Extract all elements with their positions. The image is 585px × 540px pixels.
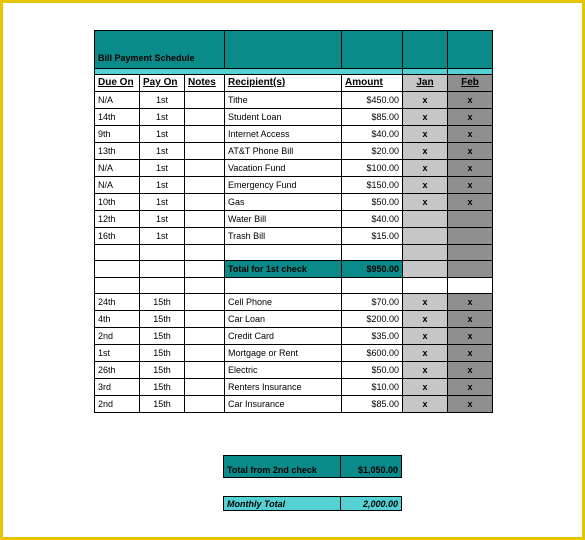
table-row xyxy=(95,92,493,109)
due-on-cell: 3rd xyxy=(95,379,140,396)
feb-cell: x xyxy=(448,177,493,194)
recipient-cell: Emergency Fund xyxy=(225,177,342,194)
total-first-label: Total for 1st check xyxy=(225,261,342,278)
recipient-cell: Water Bill xyxy=(225,211,342,228)
jan-cell: x xyxy=(403,294,448,311)
pay-on-cell: 1st xyxy=(140,126,185,143)
pay-on-cell: 1st xyxy=(140,211,185,228)
table-row xyxy=(95,177,493,194)
recipient-cell: Trash Bill xyxy=(225,228,342,245)
blank-cell xyxy=(225,245,342,261)
due-on-cell: N/A xyxy=(95,92,140,109)
jan-cell xyxy=(403,261,448,278)
feb-cell: x xyxy=(448,379,493,396)
due-on-cell: 4th xyxy=(95,311,140,328)
due-on-cell: 12th xyxy=(95,211,140,228)
feb-cell xyxy=(448,278,493,294)
blank-cell xyxy=(140,278,185,294)
due-on-cell: 16th xyxy=(95,228,140,245)
pay-on-cell: 1st xyxy=(140,109,185,126)
table-row xyxy=(95,396,493,413)
feb-cell: x xyxy=(448,126,493,143)
jan-cell: x xyxy=(403,126,448,143)
table-row xyxy=(95,211,493,228)
notes-cell xyxy=(185,311,225,328)
amount-cell: $15.00 xyxy=(342,228,403,245)
table-row xyxy=(95,160,493,177)
title-cell xyxy=(342,31,403,69)
header-feb: Feb xyxy=(448,75,493,92)
recipient-cell: Gas xyxy=(225,194,342,211)
feb-cell: x xyxy=(448,345,493,362)
blank-cell xyxy=(185,278,225,294)
pay-on-cell: 1st xyxy=(140,228,185,245)
table-row xyxy=(95,311,493,328)
blank-row xyxy=(95,278,493,294)
feb-cell: x xyxy=(448,143,493,160)
notes-cell xyxy=(185,294,225,311)
blank-cell xyxy=(342,278,403,294)
recipient-cell: Vacation Fund xyxy=(225,160,342,177)
total-second-box xyxy=(223,455,402,478)
jan-cell: x xyxy=(403,143,448,160)
recipient-cell: Credit Card xyxy=(225,328,342,345)
table-row xyxy=(95,379,493,396)
title-cell xyxy=(403,31,448,69)
feb-cell: x xyxy=(448,362,493,379)
title-cell xyxy=(225,31,342,69)
jan-cell xyxy=(403,228,448,245)
due-on-cell: 24th xyxy=(95,294,140,311)
table-row xyxy=(95,328,493,345)
pay-on-cell: 15th xyxy=(140,379,185,396)
amount-cell: $600.00 xyxy=(342,345,403,362)
title-cell xyxy=(448,31,493,69)
feb-cell xyxy=(448,228,493,245)
amount-cell: $40.00 xyxy=(342,126,403,143)
pay-on-cell: 15th xyxy=(140,311,185,328)
amount-cell: $50.00 xyxy=(342,194,403,211)
due-on-cell: 14th xyxy=(95,109,140,126)
due-on-cell: 2nd xyxy=(95,396,140,413)
pay-on-cell: 15th xyxy=(140,345,185,362)
amount-cell: $85.00 xyxy=(342,109,403,126)
blank-cell xyxy=(140,261,185,278)
feb-cell: x xyxy=(448,160,493,177)
sheet-title: Bill Payment Schedule xyxy=(95,31,225,69)
title-row xyxy=(95,31,493,69)
notes-cell xyxy=(185,379,225,396)
header-amount: Amount xyxy=(342,75,403,92)
blank-cell xyxy=(342,245,403,261)
jan-cell: x xyxy=(403,311,448,328)
notes-cell xyxy=(185,396,225,413)
jan-cell xyxy=(403,278,448,294)
due-on-cell: 13th xyxy=(95,143,140,160)
pay-on-cell: 15th xyxy=(140,396,185,413)
blank-row xyxy=(95,245,493,261)
jan-cell: x xyxy=(403,160,448,177)
jan-cell: x xyxy=(403,92,448,109)
jan-cell xyxy=(403,245,448,261)
due-on-cell: N/A xyxy=(95,160,140,177)
due-on-cell: 10th xyxy=(95,194,140,211)
recipient-cell: Mortgage or Rent xyxy=(225,345,342,362)
notes-cell xyxy=(185,211,225,228)
pay-on-cell: 1st xyxy=(140,194,185,211)
table-row xyxy=(95,345,493,362)
jan-cell xyxy=(403,211,448,228)
blank-cell xyxy=(140,245,185,261)
header-notes: Notes xyxy=(185,75,225,92)
header-row xyxy=(95,75,493,92)
jan-cell: x xyxy=(403,362,448,379)
feb-cell: x xyxy=(448,311,493,328)
bill-payment-table xyxy=(94,30,493,413)
amount-cell: $100.00 xyxy=(342,160,403,177)
pay-on-cell: 15th xyxy=(140,294,185,311)
amount-cell: $20.00 xyxy=(342,143,403,160)
pay-on-cell: 1st xyxy=(140,160,185,177)
blank-cell xyxy=(185,245,225,261)
monthly-total-box xyxy=(223,496,402,511)
amount-cell: $70.00 xyxy=(342,294,403,311)
due-on-cell: 9th xyxy=(95,126,140,143)
amount-cell: $50.00 xyxy=(342,362,403,379)
table-row xyxy=(95,143,493,160)
feb-cell: x xyxy=(448,396,493,413)
table-row xyxy=(95,109,493,126)
recipient-cell: Electric xyxy=(225,362,342,379)
recipient-cell: Car Insurance xyxy=(225,396,342,413)
jan-cell: x xyxy=(403,109,448,126)
due-on-cell: 26th xyxy=(95,362,140,379)
recipient-cell: Car Loan xyxy=(225,311,342,328)
notes-cell xyxy=(185,194,225,211)
jan-cell: x xyxy=(403,177,448,194)
recipient-cell: Tithe xyxy=(225,92,342,109)
table-row xyxy=(95,194,493,211)
notes-cell xyxy=(185,160,225,177)
table-row xyxy=(95,228,493,245)
notes-cell xyxy=(185,177,225,194)
amount-cell: $10.00 xyxy=(342,379,403,396)
notes-cell xyxy=(185,362,225,379)
notes-cell xyxy=(185,92,225,109)
feb-cell xyxy=(448,261,493,278)
recipient-cell: AT&T Phone Bill xyxy=(225,143,342,160)
feb-cell: x xyxy=(448,328,493,345)
notes-cell xyxy=(185,109,225,126)
amount-cell: $200.00 xyxy=(342,311,403,328)
feb-cell xyxy=(448,245,493,261)
recipient-cell: Cell Phone xyxy=(225,294,342,311)
due-on-cell: N/A xyxy=(95,177,140,194)
notes-cell xyxy=(185,143,225,160)
table-row xyxy=(95,126,493,143)
pay-on-cell: 1st xyxy=(140,143,185,160)
feb-cell: x xyxy=(448,194,493,211)
jan-cell: x xyxy=(403,345,448,362)
header-pay-on: Pay On xyxy=(140,75,185,92)
monthly-total-label: Monthly Total xyxy=(224,497,341,511)
blank-cell xyxy=(95,261,140,278)
feb-cell xyxy=(448,211,493,228)
total-second-amount: $1,050.00 xyxy=(341,456,402,478)
jan-cell: x xyxy=(403,194,448,211)
jan-cell: x xyxy=(403,396,448,413)
blank-cell xyxy=(95,278,140,294)
amount-cell: $85.00 xyxy=(342,396,403,413)
pay-on-cell: 1st xyxy=(140,177,185,194)
amount-cell: $35.00 xyxy=(342,328,403,345)
jan-cell: x xyxy=(403,379,448,396)
recipient-cell: Internet Access xyxy=(225,126,342,143)
pay-on-cell: 15th xyxy=(140,362,185,379)
amount-cell: $450.00 xyxy=(342,92,403,109)
total-first-row xyxy=(95,261,493,278)
blank-cell xyxy=(225,278,342,294)
recipient-cell: Renters Insurance xyxy=(225,379,342,396)
notes-cell xyxy=(185,345,225,362)
due-on-cell: 1st xyxy=(95,345,140,362)
amount-cell: $150.00 xyxy=(342,177,403,194)
total-second-label: Total from 2nd check xyxy=(224,456,341,478)
header-due-on: Due On xyxy=(95,75,140,92)
notes-cell xyxy=(185,126,225,143)
amount-cell: $40.00 xyxy=(342,211,403,228)
due-on-cell: 2nd xyxy=(95,328,140,345)
feb-cell: x xyxy=(448,109,493,126)
feb-cell: x xyxy=(448,294,493,311)
total-first-amount: $950.00 xyxy=(342,261,403,278)
header-recipient: Recipient(s) xyxy=(225,75,342,92)
table-row xyxy=(95,362,493,379)
feb-cell: x xyxy=(448,92,493,109)
recipient-cell: Student Loan xyxy=(225,109,342,126)
notes-cell xyxy=(185,228,225,245)
pay-on-cell: 1st xyxy=(140,92,185,109)
pay-on-cell: 15th xyxy=(140,328,185,345)
jan-cell: x xyxy=(403,328,448,345)
header-jan: Jan xyxy=(403,75,448,92)
table-row xyxy=(95,294,493,311)
blank-cell xyxy=(185,261,225,278)
monthly-total-amount: 2,000.00 xyxy=(341,497,402,511)
blank-cell xyxy=(95,245,140,261)
notes-cell xyxy=(185,328,225,345)
